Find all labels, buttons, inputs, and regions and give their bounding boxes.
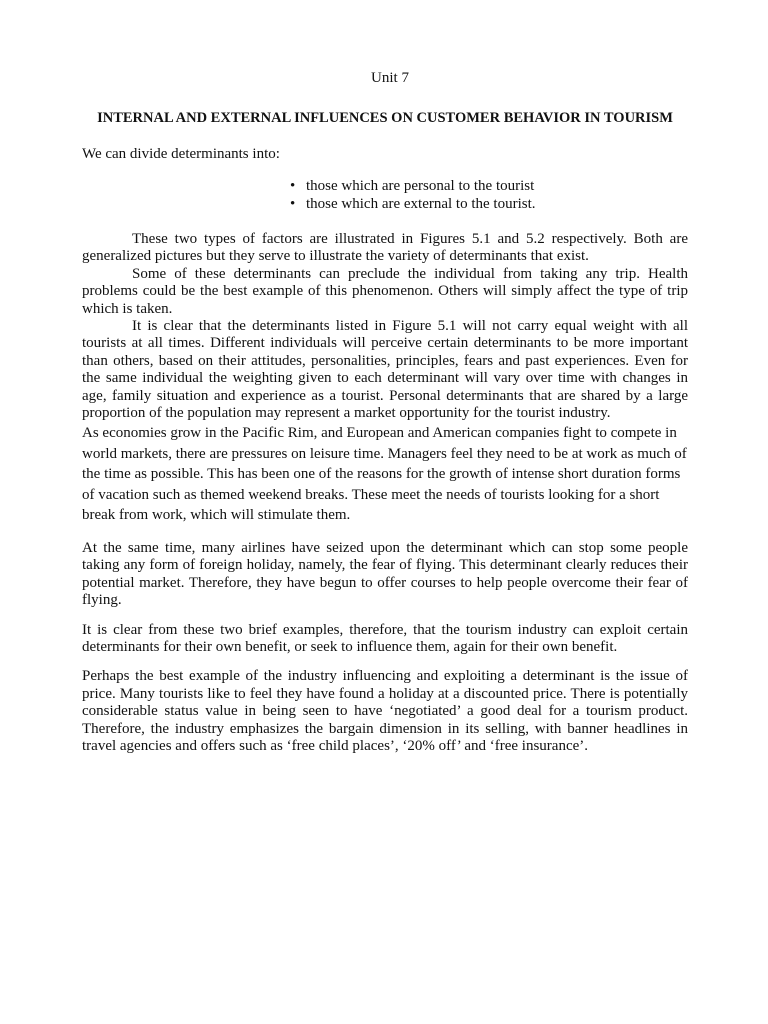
paragraph-preclude: Some of these determinants can preclude the individual from taking any trip. Health problems could be the best example of this phenomenon. Others will simply affect the type of trip which is taken.	[82, 265, 688, 317]
intro-paragraph: We can divide determinants into:	[82, 146, 280, 162]
paragraph-weighting: It is clear that the determinants listed in Figure 5.1 will not carry equal weight with all tourists at all times. Different individuals will perceive certain determinants to be more important than others, based on their attitudes, personalities, principles, fears and past experiences. Even for the same individual the weighting given to each determinant will vary over time with changes in age, family situation and experience as a tourist. Personal determinants that are shared by a large proportion of the population may represent a market opportunity for the tourist industry.	[82, 318, 688, 422]
unit-label: Unit 7	[371, 70, 409, 86]
list-item: • those which are personal to the tourist	[288, 177, 688, 195]
paragraph-examples: It is clear from these two brief examples, therefore, that the tourism industry can exploit certain determinants for their own benefit, or seek to influence them, again for their own benefit.	[82, 621, 688, 655]
list-item: • those which are external to the tourist.	[288, 195, 688, 213]
paragraph-economies: As economies grow in the Pacific Rim, and European and American companies fight to compete in world markets, there are pressures on leisure time. Managers feel they need to be at work as much of the time as possible. This has been one of the reasons for the growth of intense short duration forms of vacation such as themed weekend breaks. These meet the needs of tourists looking for a short break from work, which will stimulate them.	[82, 425, 687, 524]
paragraph-price: Perhaps the best example of the industry influencing and exploiting a determinant is the issue of price. Many tourists like to feel they have found a holiday at a discounted price. There is potentially considerable status value in being seen to have ‘negotiated’ a good deal for a tourism product. Therefore, the industry emphasizes the bargain dimension in its selling, with banner headlines in travel agencies and offers such as ‘free child places’, ‘20% off’ and ‘free insurance’.	[82, 668, 688, 755]
paragraph-airlines: At the same time, many airlines have seized upon the determinant which can stop some people taking any form of foreign holiday, namely, the fear of flying. This determinant clearly reduces their potential market. Therefore, they have begun to offer courses to help people overcome their fear of flying.	[82, 539, 688, 609]
document-page	[82, 70, 688, 767]
document-title: INTERNAL AND EXTERNAL INFLUENCES ON CUSTOMER BEHAVIOR IN TOURISM	[97, 110, 673, 126]
paragraph-factors: These two types of factors are illustrated in Figures 5.1 and 5.2 respectively. Both are generalized pictures but they serve to illustrate the variety of determinants that exist.	[82, 231, 688, 265]
determinant-list	[82, 177, 688, 213]
